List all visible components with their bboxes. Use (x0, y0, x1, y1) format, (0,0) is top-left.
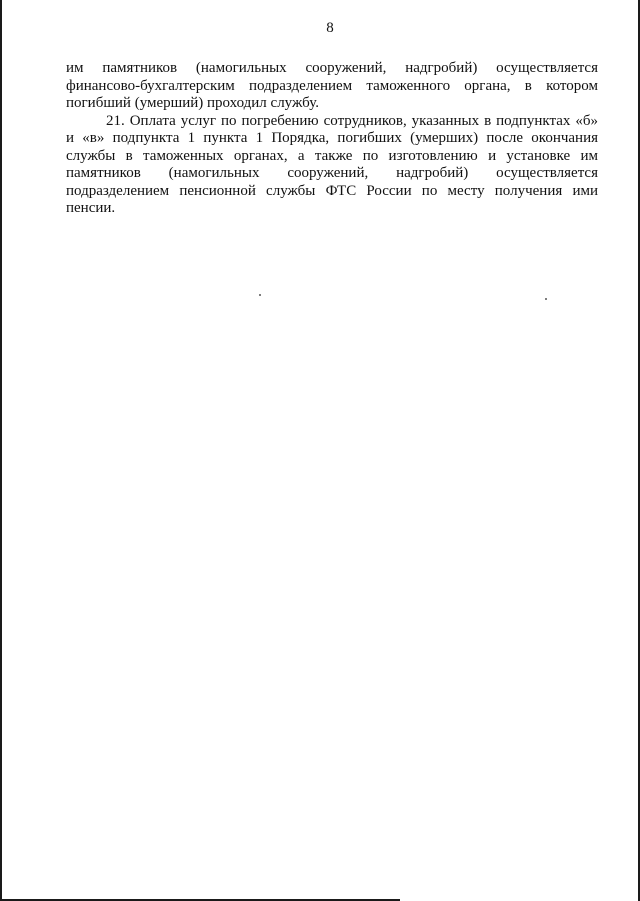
paragraph-continuation (66, 60, 598, 113)
text-line: осуществляется подразделением пенсионной службы ФТС России по месту (66, 165, 598, 199)
page-number: 8 (326, 20, 334, 36)
text-line: 21. Оплата услуг по погребению сотрудников, указанных в подпунктах «б» (106, 112, 598, 129)
scan-speck (545, 298, 547, 300)
paragraph-item-21 (66, 113, 598, 218)
text-line: погибший (умерший) проходил службу. (66, 95, 319, 111)
text-line: после окончания службы в таможенных органах, а также по изготовлению (66, 130, 599, 164)
document-body (66, 60, 598, 218)
text-line: и «в» подпункта 1 пункта 1 Порядка, погибших (умерших) (66, 130, 479, 146)
text-line: им памятников (намогильных сооружений, надгробий) осуществляется (66, 60, 598, 76)
text-line: получения ими пенсии. (66, 182, 598, 216)
text-line: финансово-бухгалтерским подразделением таможенного органа, в котором (66, 77, 598, 94)
text-line: и установке им памятников (намогильных сооружений, надгробий) (66, 147, 598, 181)
scan-speck (259, 294, 261, 296)
page-edge-left (0, 0, 2, 901)
